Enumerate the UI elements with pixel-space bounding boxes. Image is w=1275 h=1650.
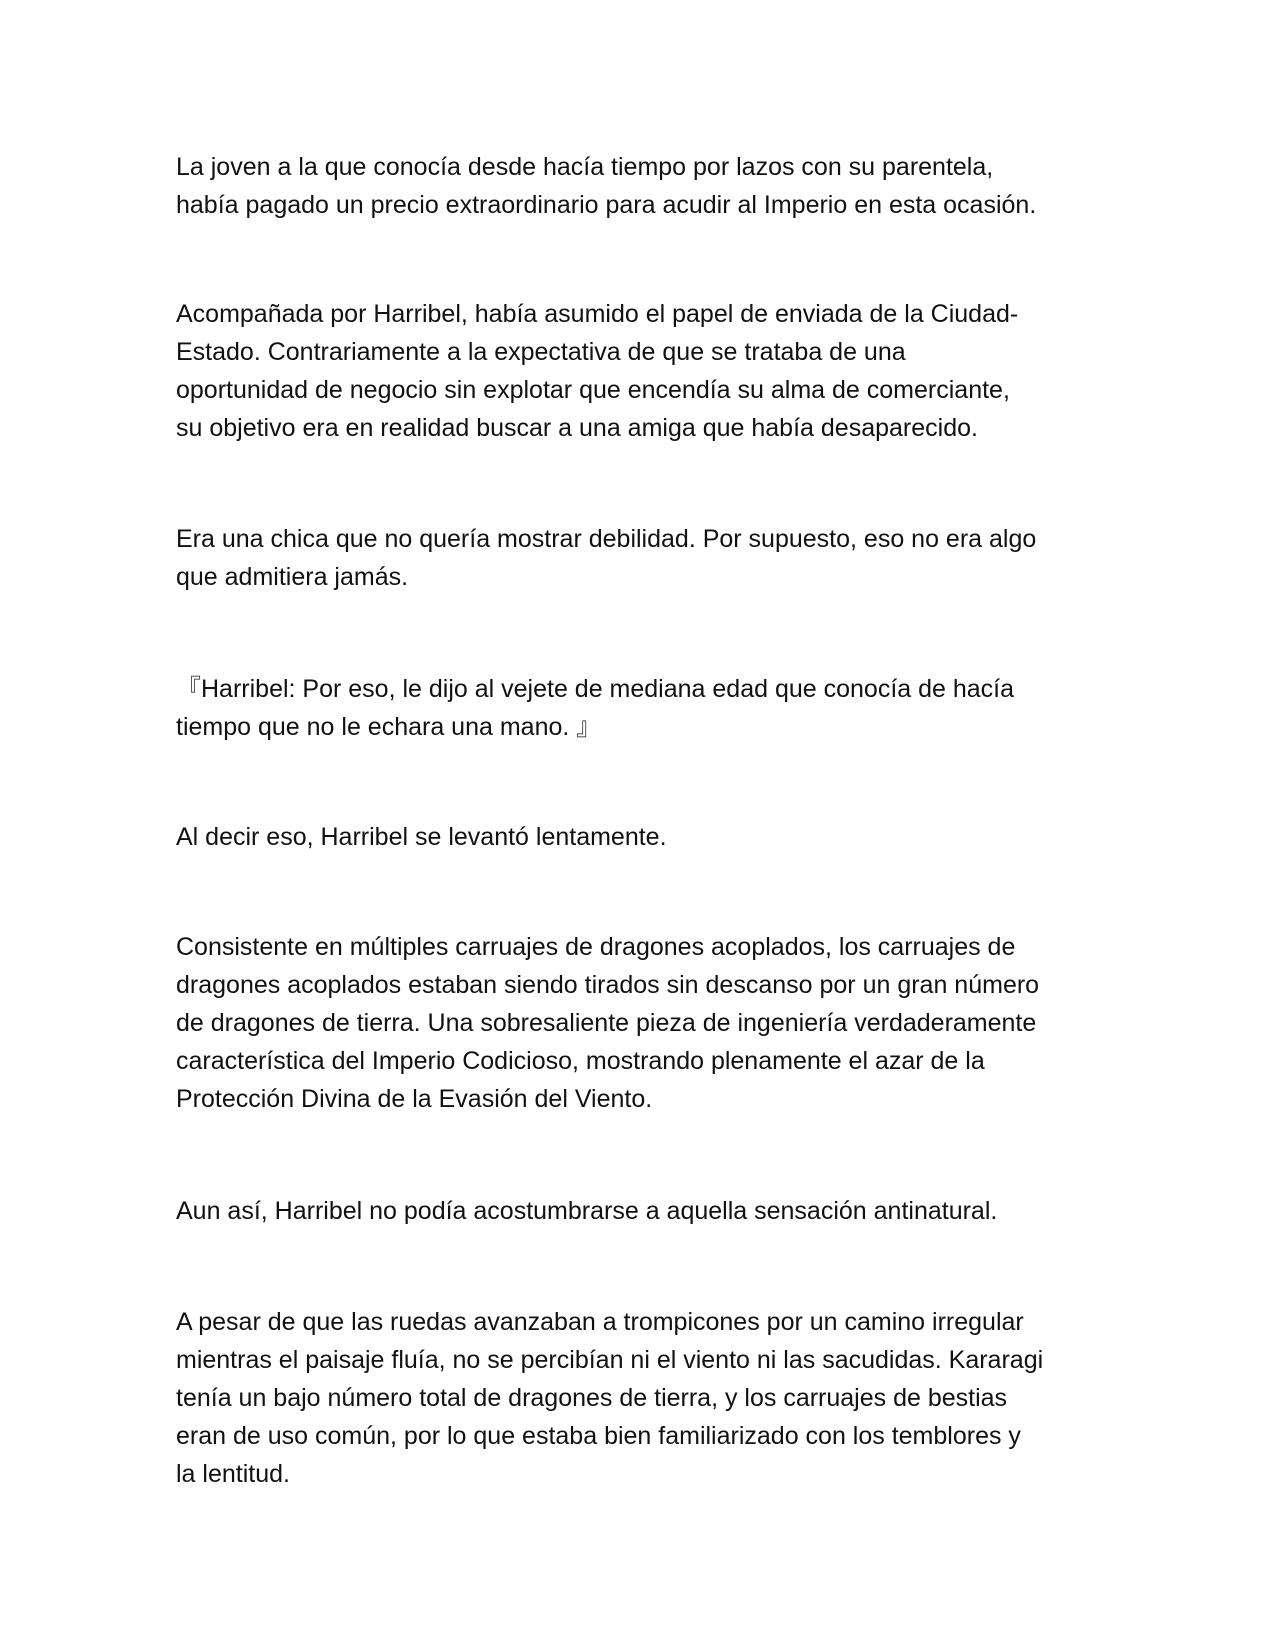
paragraph: La joven a la que conocía desde hacía tiempo por lazos con su parentela, había pagado un precio extraordinario para acudir al Imperio en esta ocasión. xyxy=(176,153,1037,219)
paragraph: Aun así, Harribel no podía acostumbrarse a aquella sensación antinatural. xyxy=(176,1197,998,1225)
paragraph: Era una chica que no quería mostrar debilidad. Por supuesto, eso no era algo que admitiera jamás. xyxy=(176,525,1037,591)
dialogue-paragraph: 『Harribel: Por eso, le dijo al vejete de mediana edad que conocía de hacía tiempo que no le echara una mano. 』 xyxy=(176,675,1015,741)
paragraph: Acompañada por Harribel, había asumido el papel de enviada de la Ciudad- Estado. Contrariamente a la expectativa de que se trataba de una oportunidad de negocio sin explotar que encendía su alma de comerciante, su objetivo era en realidad buscar a una amiga que había desaparecido. xyxy=(176,300,1019,442)
paragraph: Consistente en múltiples carruajes de dragones acoplados, los carruajes de dragones acoplados estaban siendo tirados sin descanso por un gran número de dragones de tierra. Una sobresaliente pieza de ingeniería verdaderamente característica del Imperio Codicioso, mostrando plenamente el azar de la Protección Divina de la Evasión del Viento. xyxy=(176,933,1040,1113)
paragraph: Al decir eso, Harribel se levantó lentamente. xyxy=(176,823,667,851)
paragraph: A pesar de que las ruedas avanzaban a trompicones por un camino irregular mientras el paisaje fluía, no se percibían ni el viento ni las sacudidas. Kararagi tenía un bajo número total de dragones de tierra, y los carruajes de bestias eran de uso común, por lo que estaba bien familiarizado con los temblores y la lentitud. xyxy=(176,1308,1044,1488)
